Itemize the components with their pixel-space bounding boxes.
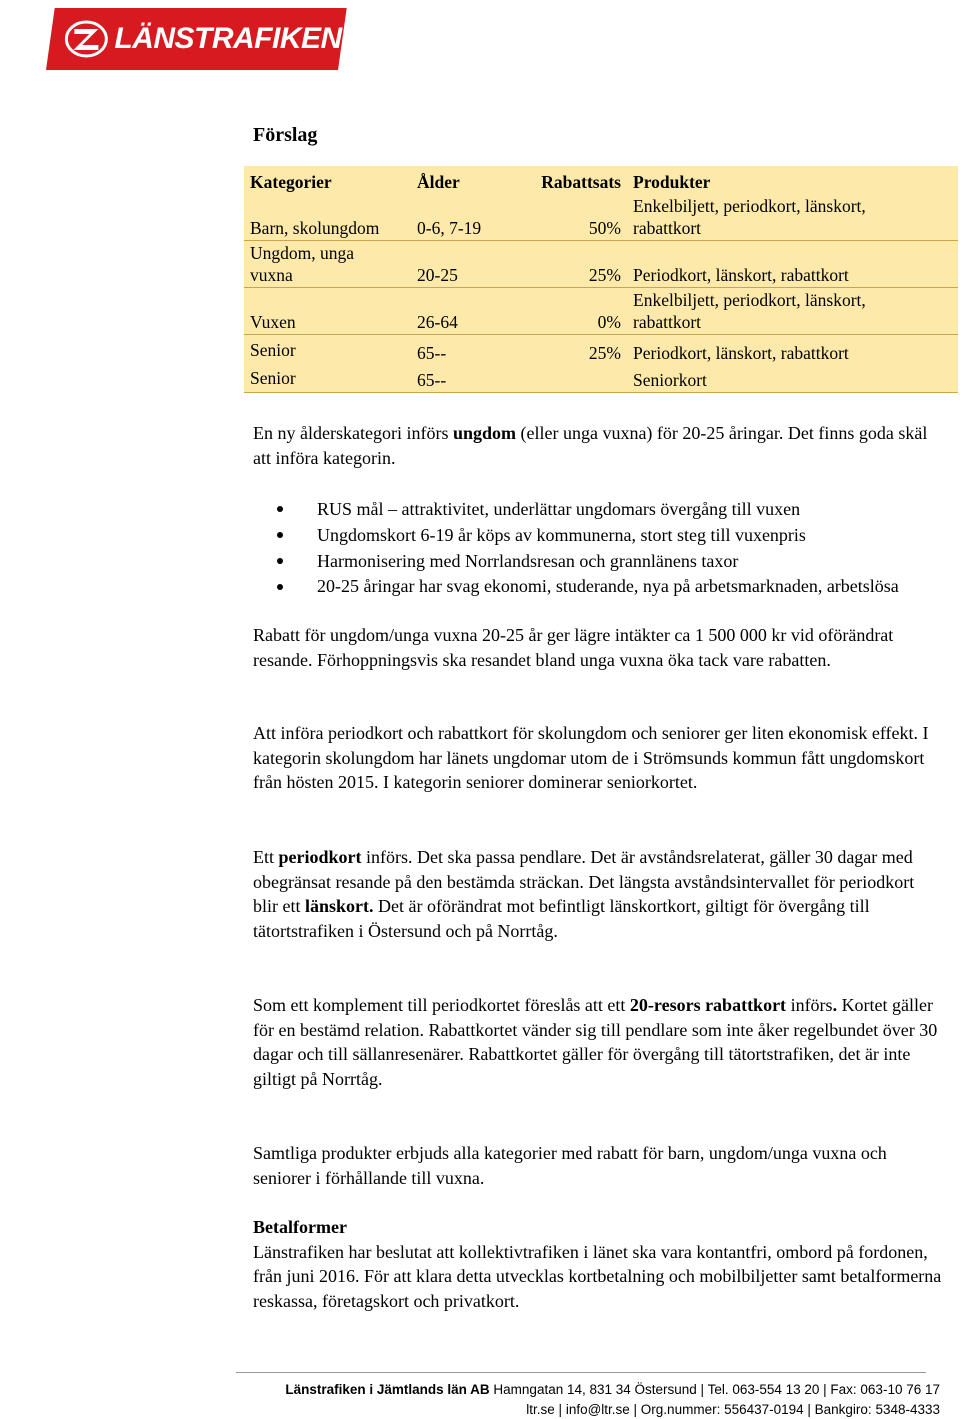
cell-rabatt: 25% [517,241,627,288]
column-header-produkter: Produkter [627,166,958,194]
list-item: Ungdomskort 6-19 år köps av kommunerna, stort steg till vuxenpris [253,522,943,548]
cell-alder: 0-6, 7-19 [411,194,517,241]
lanstrafiken-logo [46,8,347,70]
text-span: Ett [253,847,279,867]
cell-rabatt: 25% [517,335,627,366]
text-span: Det är oförändrat mot befintligt länskortkort, giltigt för övergång till tätortstrafiken i Östersund och på Norrtåg. [253,896,870,941]
cell-rabatt [517,365,627,393]
text-span: En ny ålderskategori införs [253,423,453,443]
table-row [244,288,958,335]
list-item: 20-25 åringar har svag ekonomi, studerande, nya på arbetsmarknaden, arbetslösa [253,574,943,598]
betalformer-section [253,1215,943,1313]
cell-rabatt: 50% [517,194,627,241]
cell-kategori: Barn, skolungdom [244,194,411,241]
z-arrow-logo-icon [64,19,108,59]
section-text: Länstrafiken har beslutat att kollektivtrafiken i länet ska vara kontantfri, ombord på fordonen, från juni 2016. För att klara detta utvecklas kortbetalning och mobilbiljetter samt betalformerna reskassa, företagskort och privatkort. [253,1241,942,1311]
rabattkort-paragraph [253,993,943,1091]
bold-term: ungdom [452,423,516,443]
bold-term: länskort. [305,896,374,917]
footer-address [285,1382,940,1397]
column-header-alder: Ålder [411,166,517,194]
cell-alder: 20-25 [411,241,517,288]
bold-term: 20-resors rabattkort [629,995,787,1015]
column-header-rabattsats: Rabattsats [517,166,627,194]
cell-alder: 26-64 [411,288,517,335]
revenue-paragraph: Rabatt för ungdom/unga vuxna 20-25 år ger lägre intäkter ca 1 500 000 kr vid oförändrat resande. Förhoppningsvis ska resandet bland unga vuxna öka tack vare rabatten. [253,625,894,670]
table-row [244,194,958,241]
list-item: RUS mål – attraktivitet, underlättar ungdomars övergång till vuxen [253,496,943,522]
text-span: (eller unga vuxna) för 20-25 åringar. Det finns goda skäl att införa kategorin. [253,423,928,468]
table-row [244,241,958,288]
page-title: Förslag [253,124,318,146]
cell-produkter: Periodkort, länskort, rabattkort [627,335,958,366]
discount-table [244,166,958,393]
cell-alder: 65-- [411,365,517,393]
cell-kategori: Vuxen [244,288,411,335]
cell-rabatt: 0% [517,288,627,335]
cell-produkter: Enkelbiljett, periodkort, länskort, rabattkort [627,288,958,335]
text-span: införs. Det ska passa pendlare. Det är avståndsrelaterat, gäller 30 dagar med obegränsat resande på den bestämda sträckan. Det längsta avståndsintervallet för periodkort blir ett [253,847,915,917]
footer-divider [236,1372,926,1373]
footer-org: Länstrafiken i Jämtlands län AB [285,1382,490,1397]
footer-contact: Hamngatan 14, 831 34 Östersund | Tel. 063-554 13 20 | Fax: 063-10 76 17 [489,1382,940,1397]
logo-text: LÄNSTRAFIKEN [114,22,342,55]
periodkort-paragraph [253,845,943,943]
intro-paragraph [253,421,943,470]
effect-paragraph: Att införa periodkort och rabattkort för skolungdom och seniorer ger liten ekonomisk effekt. I kategorin skolungdom har länets ungdomar utom de i Strömsunds kommun fått ungdomskort från hösten 2015. I kategorin seniorer dominerar seniorkortet. [253,723,929,793]
text-span: Kortet gäller för en bestämd relation. Rabattkortet vänder sig till pendlare som inte åker regelbundet över 30 dagar och till sällanresenärer. Rabattkortet gäller för övergång till tätortstrafiken, det är inte giltigt på Norrtåg. [253,995,938,1089]
table-row [244,365,958,393]
cell-kategori: Ungdom, unga vuxna [244,241,411,288]
cell-produkter: Seniorkort [627,365,958,393]
bold-term: periodkort [278,847,362,867]
reasons-list [253,496,943,598]
cell-kategori: Senior [244,335,411,366]
cell-produkter: Enkelbiljett, periodkort, länskort, rabattkort [627,194,958,241]
column-header-kategorier: Kategorier [244,166,411,194]
cell-alder: 65-- [411,335,517,366]
bold-term: . [832,995,838,1015]
table-row [244,335,958,366]
cell-kategori: Senior [244,365,411,393]
text-span: införs [786,995,833,1015]
section-heading: Betalformer [253,1217,347,1237]
text-span: Som ett komplement till periodkortet föreslås att ett [253,995,630,1015]
products-paragraph: Samtliga produkter erbjuds alla kategorier med rabatt för barn, ungdom/unga vuxna och seniorer i förhållande till vuxna. [253,1143,887,1188]
list-item: Harmonisering med Norrlandsresan och grannlänens taxor [253,548,943,574]
cell-produkter: Periodkort, länskort, rabattkort [627,241,958,288]
footer-details: ltr.se | info@ltr.se | Org.nummer: 556437-0194 | Bankgiro: 5348-4333 [526,1402,940,1417]
